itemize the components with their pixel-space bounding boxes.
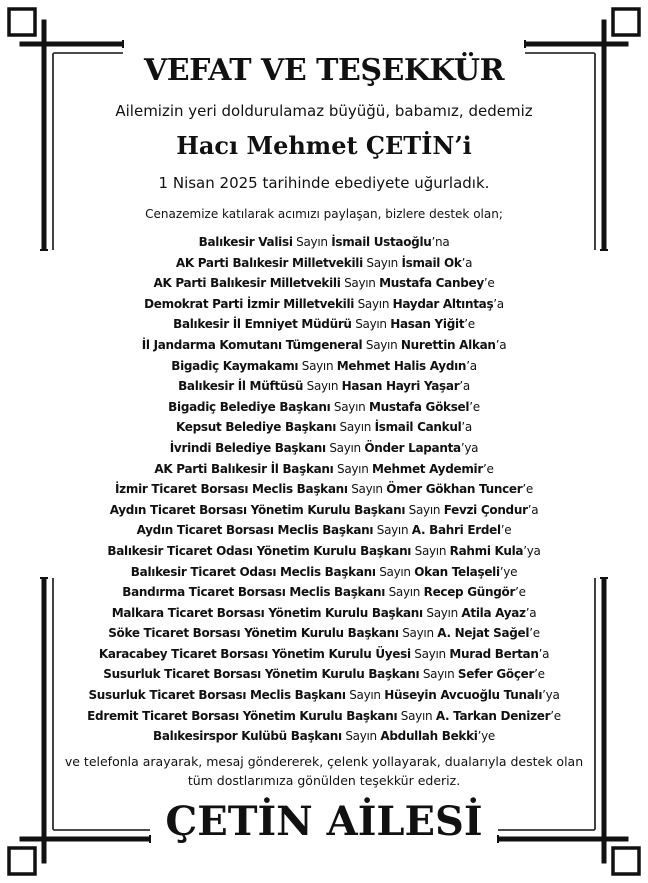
corner-square-bottom-right: [613, 848, 639, 874]
list-item: İl Jandarma Komutanı Tümgeneral Sayın Nurettin Alkan’a: [141, 337, 507, 352]
list-item: Malkara Ticaret Borsası Yönetim Kurulu Başkanı Sayın Atila Ayaz’a: [111, 605, 537, 620]
thanks-list: [0, 232, 648, 747]
list-item: Demokrat Parti İzmir Milletvekili Sayın Haydar Altıntaş’a: [144, 296, 504, 311]
corner-square-top-left: [9, 9, 35, 35]
list-item: Söke Ticaret Borsası Yönetim Kurulu Başkanı Sayın A. Nejat Sağel’e: [108, 626, 540, 641]
closing-line: ve telefonla arayarak, mesaj göndererek, çelenk yollayarak, dualarıyla destek olan: [64, 754, 584, 769]
list-item: Bandırma Ticaret Borsası Meclis Başkanı Sayın Recep Güngör’e: [122, 585, 526, 600]
list-item: Bigadiç Belediye Başkanı Sayın Mustafa Göksel’e: [168, 399, 480, 414]
list-item: Susurluk Ticaret Borsası Meclis Başkanı Sayın Hüseyin Avcuoğlu Tunalı’ya: [88, 688, 560, 703]
list-item: İvrindi Belediye Başkanı Sayın Önder Lapanta’ya: [169, 440, 479, 455]
date-line: 1 Nisan 2025 tarihinde ebediyete uğurladık.: [158, 174, 490, 192]
list-item: AK Parti Balıkesir İl Başkanı Sayın Mehmet Aydemir’e: [154, 461, 494, 476]
corner-square-bottom-left: [9, 848, 35, 874]
intro-line: Ailemizin yeri doldurulamaz büyüğü, babamız, dedemiz: [115, 102, 533, 120]
list-item: Aydın Ticaret Borsası Yönetim Kurulu Başkanı Sayın Fevzi Çondur’a: [109, 502, 539, 517]
list-item: Balıkesirspor Kulübü Başkanı Sayın Abdullah Bekki’ye: [152, 729, 495, 744]
family-signature: ÇETİN AİLESİ: [165, 798, 483, 845]
notice-heading: VEFAT VE TEŞEKKÜR: [143, 53, 505, 88]
list-item: Balıkesir Ticaret Odası Yönetim Kurulu Başkanı Sayın Rahmi Kula’ya: [107, 543, 541, 558]
list-item: Susurluk Ticaret Borsası Yönetim Kurulu Başkanı Sayın Sefer Göçer’e: [103, 667, 545, 682]
lead-line: Cenazemize katılarak acımızı paylaşan, bizlere destek olan;: [145, 207, 503, 221]
list-item: Aydın Ticaret Borsası Meclis Başkanı Sayın A. Bahri Erdel’e: [136, 523, 512, 538]
corner-square-top-right: [613, 9, 639, 35]
list-item: Balıkesir Valisi Sayın İsmail Ustaoğlu’na: [198, 235, 450, 249]
list-item: Balıkesir İl Emniyet Müdürü Sayın Hasan Yiğit’e: [173, 317, 475, 332]
list-item: İzmir Ticaret Borsası Meclis Başkanı Sayın Ömer Gökhan Tuncer’e: [115, 482, 533, 497]
list-item: Kepsut Belediye Başkanı Sayın İsmail Cankul’a: [176, 420, 472, 435]
deceased-name: Hacı Mehmet ÇETİN’i: [176, 131, 472, 160]
list-item: Karacabey Ticaret Borsası Yönetim Kurulu Üyesi Sayın Murad Bertan’a: [98, 646, 550, 661]
list-item: AK Parti Balıkesir Milletvekili Sayın İsmail Ok’a: [175, 255, 473, 270]
list-item: Balıkesir İl Müftüsü Sayın Hasan Hayri Yaşar’a: [178, 379, 470, 394]
closing-line: tüm dostlarımıza gönülden teşekkür ederiz.: [187, 773, 461, 788]
list-item: Bigadiç Kaymakamı Sayın Mehmet Halis Aydın’a: [171, 358, 477, 373]
list-item: AK Parti Balıkesir Milletvekili Sayın Mustafa Canbey’e: [153, 276, 495, 291]
list-item: Edremit Ticaret Borsası Yönetim Kurulu Başkanı Sayın A. Tarkan Denizer’e: [87, 708, 561, 723]
closing-message: [0, 752, 648, 790]
list-item: Balıkesir Ticaret Odası Meclis Başkanı Sayın Okan Telaşeli’ye: [130, 564, 518, 579]
